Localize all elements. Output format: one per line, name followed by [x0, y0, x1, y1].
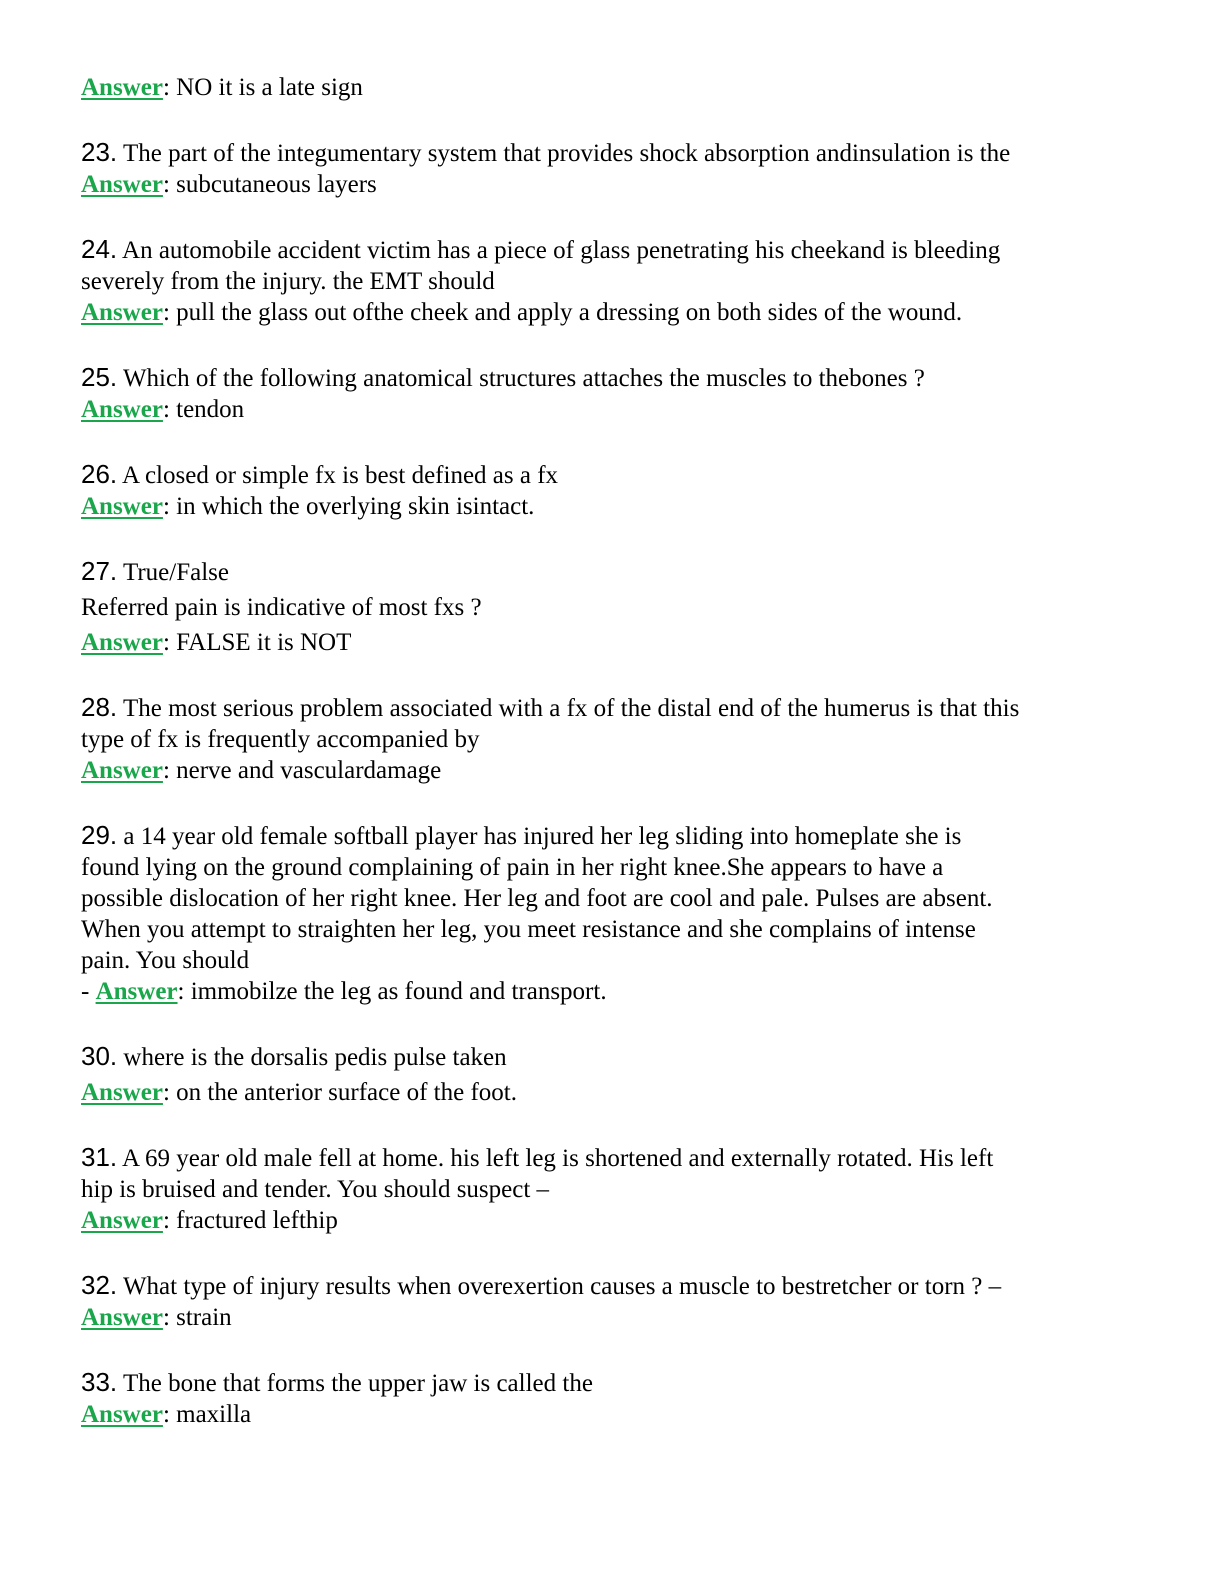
question-text: The bone that forms the upper jaw is called the: [117, 1370, 593, 1397]
question-text-continued: type of fx is frequently accompanied by: [81, 726, 480, 753]
answer-text: : FALSE it is NOT: [162, 629, 352, 656]
answer-line: [81, 394, 1141, 425]
answer-text: : pull the glass out ofthe cheek and apply a dressing on both sides of the wound.: [162, 299, 963, 326]
answer-text: : on the anterior surface of the foot.: [162, 1079, 517, 1106]
question-text: A closed or simple fx is best defined as a fx: [117, 462, 559, 489]
question-line: [81, 1367, 1141, 1399]
answer-line: [81, 1302, 1141, 1333]
question-line: [81, 556, 1141, 588]
document-page: [81, 72, 1141, 1430]
question-text: where is the dorsalis pedis pulse taken: [117, 1044, 507, 1071]
question-24: [81, 234, 1141, 328]
question-line: [81, 137, 1141, 169]
question-number: 31.: [81, 1142, 118, 1172]
question-33: [81, 1367, 1141, 1430]
question-text: What type of injury results when overexertion causes a muscle to bestretcher or torn ? –: [117, 1273, 1002, 1300]
answer-text: : NO it is a late sign: [162, 74, 363, 101]
question-line: [81, 1270, 1141, 1302]
question-line: [81, 459, 1141, 491]
answer-label: Answer: [81, 493, 163, 520]
answer-line: [81, 72, 1141, 103]
answer-text: : fractured lefthip: [162, 1207, 338, 1234]
answer-prefix: -: [81, 978, 96, 1005]
answer-text: : subcutaneous layers: [162, 171, 377, 198]
answer-label: Answer: [81, 757, 163, 784]
answer-label: Answer: [81, 1304, 163, 1331]
question-text-continued: pain. You should: [81, 947, 250, 974]
question-number: 23.: [81, 137, 118, 167]
question-text: The most serious problem associated with a fx of the distal end of the humerus is that this: [117, 695, 1020, 722]
answer-line: [81, 491, 1141, 522]
question-text: An automobile accident victim has a piece of glass penetrating his cheekand is bleeding: [117, 237, 1001, 264]
answer-label: Answer: [81, 1207, 163, 1234]
question-text-continued: found lying on the ground complaining of pain in her right knee.She appears to have a: [81, 854, 944, 881]
question-number: 32.: [81, 1270, 118, 1300]
question-line: [81, 1142, 1141, 1174]
answer-text: : maxilla: [162, 1401, 252, 1428]
answer-label: Answer: [81, 171, 163, 198]
answer-line: [81, 1077, 1141, 1108]
question-32: [81, 1270, 1141, 1333]
answer-line: [81, 755, 1141, 786]
answer-label: Answer: [81, 396, 163, 423]
answer-line: [81, 297, 1141, 328]
question-31: [81, 1142, 1141, 1236]
question-text-continued: Referred pain is indicative of most fxs ?: [81, 594, 482, 621]
answer-line: [81, 1399, 1141, 1430]
question-number: 27.: [81, 556, 118, 586]
question-23: [81, 137, 1141, 200]
question-28: [81, 692, 1141, 786]
question-line: [81, 234, 1141, 266]
question-text: Which of the following anatomical structures attaches the muscles to thebones ?: [117, 365, 925, 392]
question-text-continued: severely from the injury. the EMT should: [81, 268, 495, 295]
answer-text: : tendon: [162, 396, 245, 423]
question-number: 29.: [81, 820, 118, 850]
answer-text: : nerve and vasculardamage: [162, 757, 442, 784]
question-text-continued: When you attempt to straighten her leg, you meet resistance and she complains of intense: [81, 916, 976, 943]
question-line: [81, 692, 1141, 724]
question-text: a 14 year old female softball player has injured her leg sliding into homeplate she is: [117, 823, 962, 850]
answer-text: : immobilze the leg as found and transport.: [177, 978, 607, 1005]
question-number: 24.: [81, 234, 118, 264]
answer-line: [81, 169, 1141, 200]
question-number: 26.: [81, 459, 118, 489]
answer-label: Answer: [81, 1401, 163, 1428]
answer-label: Answer: [81, 1079, 163, 1106]
answer-text: : in which the overlying skin isintact.: [162, 493, 535, 520]
answer-line: [81, 976, 1141, 1007]
question-text: The part of the integumentary system that provides shock absorption andinsulation is the: [117, 140, 1011, 167]
question-25: [81, 362, 1141, 425]
question-number: 30.: [81, 1041, 118, 1071]
question-line: [81, 1041, 1141, 1073]
answer-text: : strain: [162, 1304, 232, 1331]
question-29: [81, 820, 1141, 1007]
question-27: [81, 556, 1141, 658]
question-text: A 69 year old male fell at home. his left leg is shortened and externally rotated. His left: [117, 1145, 994, 1172]
question-number: 25.: [81, 362, 118, 392]
answer-label: Answer: [81, 74, 163, 101]
question-text-continued: hip is bruised and tender. You should suspect –: [81, 1176, 550, 1203]
answer-label: Answer: [81, 629, 163, 656]
question-number: 28.: [81, 692, 118, 722]
question-text-continued: possible dislocation of her right knee. Her leg and foot are cool and pale. Pulses are absent.: [81, 885, 993, 912]
intro-answer: [81, 72, 1141, 103]
answer-line: [81, 627, 1141, 658]
question-30: [81, 1041, 1141, 1108]
question-26: [81, 459, 1141, 522]
question-line: [81, 820, 1141, 852]
answer-line: [81, 1205, 1141, 1236]
question-number: 33.: [81, 1367, 118, 1397]
question-line: [81, 362, 1141, 394]
question-text: True/False: [117, 559, 229, 586]
answer-label: Answer: [81, 299, 163, 326]
answer-label: Answer: [95, 978, 178, 1005]
